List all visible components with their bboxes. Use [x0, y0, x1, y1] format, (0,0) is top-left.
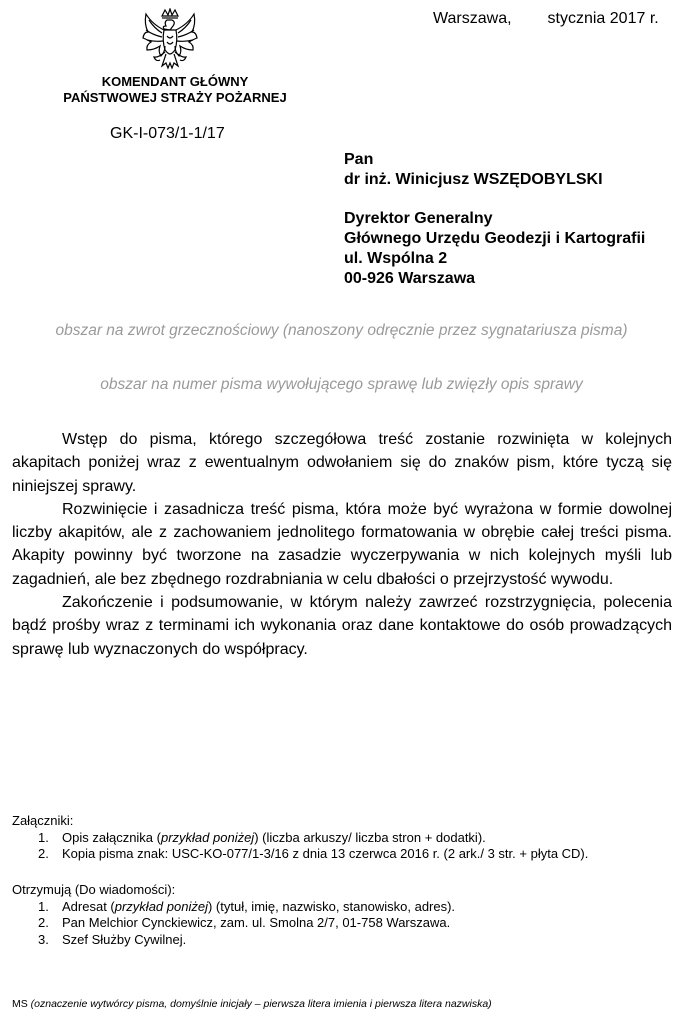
addressee-line: 00-926 Warszawa: [344, 270, 476, 287]
list-text: ) (tytuł, imię, nazwisko, stanowisko, adres).: [207, 898, 456, 914]
addressee-line: dr inż. Winicjusz WSZĘDOBYLSKI: [344, 171, 603, 188]
addressee-block: [344, 150, 645, 289]
body-paragraph: Wstęp do pisma, którego szczegółowa treść zostanie rozwinięta w kolejnych akapitach poniżej wraz z ewentualnym odwołaniem się do znaków pism, które tyczą się niniejszej sprawy.: [12, 431, 672, 495]
polish-eagle-emblem-icon: [140, 8, 200, 72]
list-number: 2.: [38, 915, 49, 931]
body-paragraph: Rozwinięcie i zasadnicza treść pisma, która może być wyrażona w formie dowolnej liczby akapitów, ale z zachowaniem jednolitego formatowania w obrębie całej treści pisma. Akapity powinny być tworzone na zasadzie wyczerpywania w nich kolejnych myśli lub zagadnień, ale bez zbędnego rozdrabniania w celu dbałości o przejrzystość wywodu.: [12, 500, 672, 588]
list-number: 2.: [38, 846, 49, 862]
list-text: Pan Melchior Cynckiewicz, zam. ul. Smolna 2/7, 01-758 Warszawa.: [62, 915, 451, 931]
list-number: 1.: [38, 898, 49, 914]
list-item: [12, 932, 455, 949]
date: stycznia 2017 r.: [547, 10, 659, 27]
addressee-line: Głównego Urzędu Geodezji i Kartografii: [344, 230, 646, 247]
addressee-line: Pan: [344, 151, 374, 168]
recipients-heading: Otrzymują (Do wiadomości):: [12, 882, 176, 897]
author-initials: MS: [12, 998, 28, 1010]
list-text: ) (liczba arkuszy/ liczba stron + dodatki).: [254, 829, 486, 845]
list-text-italic: przykład poniżej: [114, 898, 208, 914]
list-text: Opis załącznika (: [62, 829, 161, 845]
list-text: Szef Służby Cywilnej.: [62, 931, 187, 947]
list-text: Kopia pisma znak: USC-KO-077/1-3/16 z dnia 13 czerwca 2016 r. (2 ark./ 3 str. + płyta CD).: [62, 846, 589, 862]
recipients-section: [12, 882, 455, 948]
author-initials-description: (oznaczenie wytwórcy pisma, domyślnie inicjały – pierwsza litera imienia i pierwsza litera nazwiska): [30, 998, 492, 1010]
place-and-date: [433, 10, 659, 28]
addressee-line: ul. Wspólna 2: [344, 250, 448, 267]
list-text: Adresat (: [62, 898, 115, 914]
author-initials-note: [12, 998, 492, 1010]
sender-line: KOMENDANT GŁÓWNY: [101, 74, 249, 89]
sender-line: PAŃSTWOWEJ STRAŻY POŻARNEJ: [63, 90, 287, 105]
letter-body: [12, 428, 672, 661]
body-paragraph: Zakończenie i podsumowanie, w którym należy zawrzeć rozstrzygnięcia, polecenia bądź prośby wraz z terminami ich wykonania oraz dane kontaktowe do osób prowadzących sprawę lub wyznaczonych do współpracy.: [12, 594, 672, 658]
list-item: [12, 899, 455, 916]
list-text-italic: przykład poniżej: [160, 829, 255, 845]
sender-institution: [30, 74, 320, 106]
list-item: [12, 830, 588, 847]
list-item: [12, 846, 588, 863]
list-number: 3.: [38, 931, 49, 947]
subject-placeholder: obszar na numer pisma wywołującego sprawę lub zwięzły opis sprawy: [100, 376, 583, 393]
attachments-heading: Załączniki:: [12, 813, 74, 828]
addressee-line: Dyrektor Generalny: [344, 210, 493, 227]
document-reference-number: GK-I-073/1-1/17: [110, 125, 225, 142]
attachments-section: [12, 813, 588, 863]
place: Warszawa,: [433, 10, 512, 27]
salutation-placeholder: obszar na zwrot grzecznościowy (nanoszony odręcznie przez sygnatariusza pisma): [55, 322, 628, 339]
list-number: 1.: [38, 829, 49, 845]
list-item: [12, 915, 455, 932]
